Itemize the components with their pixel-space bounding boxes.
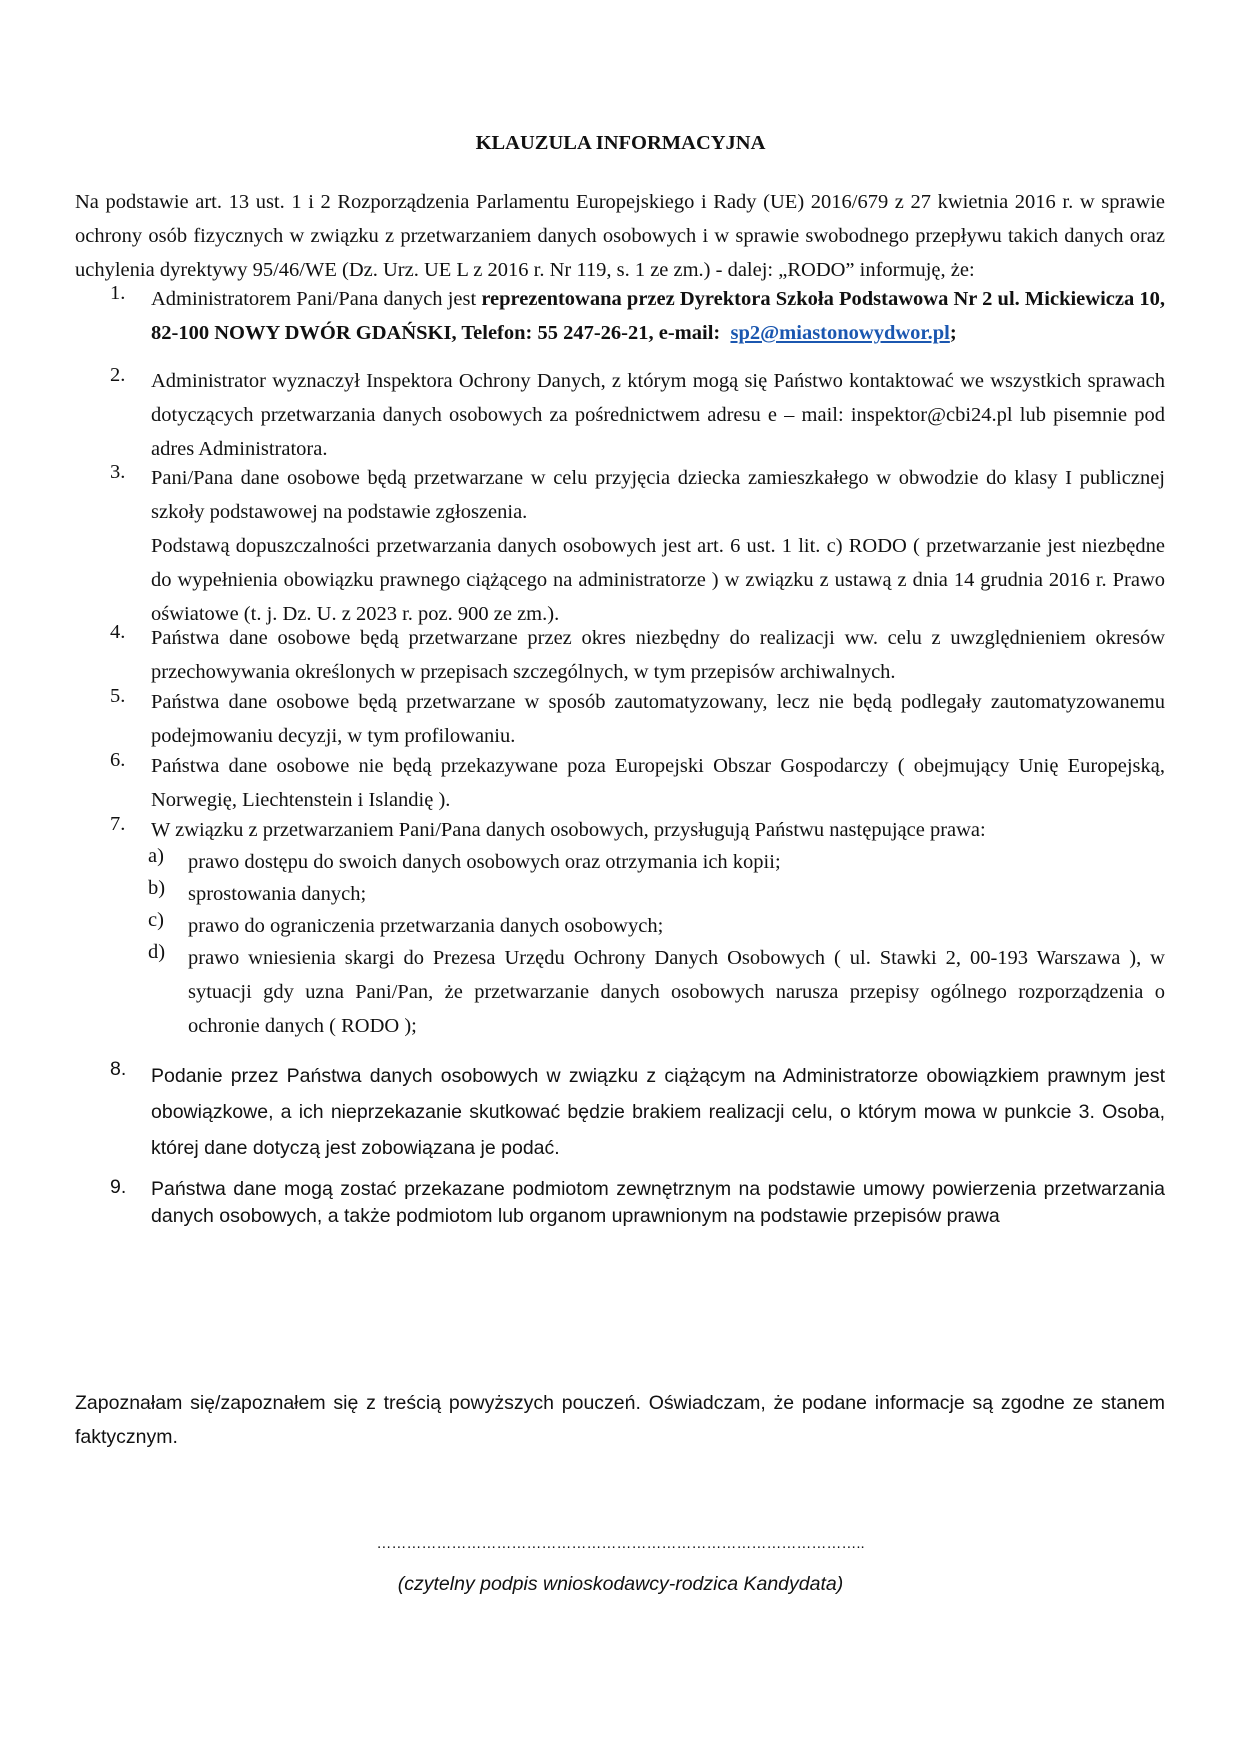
administrator-details: reprezentowana przez Dyrektora Szkoła Podstawowa Nr 2 ul. Mickiewicza 10, 82-100 NOWY DWÓR GDAŃSKI, Telefon: 55 247-26-21, e-mail:	[151, 288, 1165, 344]
list-item-text: Państwa dane osobowe nie będą przekazywane poza Europejski Obszar Gospodarczy ( obejmujący Unię Europejską, Norwegię, Liechtenstein i Islandię ).	[151, 755, 1165, 811]
sub-item-c	[148, 909, 1165, 943]
closing-statement: Zapoznałam się/zapoznałem się z treścią powyższych pouczeń. Oświadczam, że podane informacje są zgodne ze stanem faktycznym.	[75, 1392, 1165, 1448]
intro-paragraph: Na podstawie art. 13 ust. 1 i 2 Rozporządzenia Parlamentu Europejskiego i Rady (UE) 2016/679 z 27 kwietnia 2016 r. w sprawie ochrony osób fizycznych w związku z przetwarzaniem danych osobowych i w sprawie swobodnego przepływu takich danych oraz uchylenia dyrektywy 95/46/WE (Dz. Urz. UE L z 2016 r. Nr 119, s. 1 ze zm.) - dalej: „RODO” informuję, że:	[75, 191, 1165, 281]
sub-item-b	[148, 877, 1165, 911]
list-item-number: 4.	[110, 621, 126, 643]
list-item-text: Państwa dane mogą zostać przekazane podmiotom zewnętrznym na podstawie umowy powierzenia przetwarzania danych osobowych, a także podmiotom lub organom uprawnionym na podstawie przepisów prawa	[151, 1178, 1165, 1227]
list-item-text: Administratorem Pani/Pana danych jest	[151, 288, 482, 310]
list-item-5	[110, 685, 1165, 753]
list-item-text: W związku z przetwarzaniem Pani/Pana danych osobowych, przysługują Państwu następujące prawa:	[151, 819, 986, 841]
list-item-number: 1.	[110, 282, 126, 304]
list-item-text: Państwa dane osobowe będą przetwarzane w sposób zautomatyzowany, lecz nie będą podlegały zautomatyzowanemu podejmowaniu decyzji, w tym profilowaniu.	[151, 691, 1165, 747]
list-item-text: Administrator wyznaczył Inspektora Ochrony Danych, z którym mogą się Państwo kontaktować we wszystkich sprawach dotyczących przetwarzania danych osobowych za pośrednictwem adresu e – mail: inspektor@cbi24.pl lub pisemnie pod adres Administratora.	[151, 370, 1165, 460]
list-item-number: 2.	[110, 364, 126, 386]
list-item-number: 3.	[110, 461, 126, 483]
list-item-number: 5.	[110, 685, 126, 707]
list-item-7	[110, 813, 1165, 847]
sub-item-a	[148, 845, 1165, 879]
signature-line: ……………………………………………………………………………………..	[376, 1535, 865, 1552]
list-item-4	[110, 621, 1165, 689]
sub-item-letter: b)	[148, 877, 166, 899]
list-item-text: Państwa dane osobowe będą przetwarzane przez okres niezbędny do realizacji ww. celu z uwzględnieniem okresów przechowywania określonych w przepisach szczególnych, w tym przepisów archiwalnych.	[151, 627, 1165, 683]
list-item-number: 9.	[110, 1176, 127, 1198]
list-item-suffix: ;	[949, 322, 957, 344]
sub-item-letter: d)	[148, 941, 166, 963]
list-item-9	[110, 1176, 1165, 1230]
sub-item-d	[148, 941, 1165, 1043]
sub-item-text: prawo dostępu do swoich danych osobowych oraz otrzymania ich kopii;	[188, 851, 781, 873]
document-title: KLAUZULA INFORMACYJNA	[475, 132, 766, 154]
email-link[interactable]: sp2@miastonowydwor.pl	[730, 322, 950, 344]
list-item-text: Podanie przez Państwa danych osobowych w związku z ciążącym na Administratorze obowiązkiem prawnym jest obowiązkowe, a ich nieprzekazanie skutkować będzie brakiem realizacji celu, o którym mowa w punkcie 3. Osoba, której dane dotyczą jest zobowiązana je podać.	[151, 1065, 1165, 1159]
list-item-3	[110, 461, 1165, 631]
list-item-8	[110, 1058, 1165, 1166]
list-item-number: 8.	[110, 1058, 127, 1080]
signature-caption: (czytelny podpis wnioskodawcy-rodzica Kandydata)	[397, 1573, 844, 1595]
list-item-number: 6.	[110, 749, 126, 771]
sub-item-text: sprostowania danych;	[188, 883, 367, 905]
sub-item-text: prawo wniesienia skargi do Prezesa Urzędu Ochrony Danych Osobowych ( ul. Stawki 2, 00-193 Warszawa ), w sytuacji gdy uzna Pani/Pan, że przetwarzanie danych osobowych narusza przepisy ogólnego rozporządzenia o ochronie danych ( RODO );	[188, 947, 1165, 1037]
list-item-6	[110, 749, 1165, 817]
sub-item-letter: a)	[148, 845, 164, 867]
list-item-text: Pani/Pana dane osobowe będą przetwarzane w celu przyjęcia dziecka zamieszkałego w obwodzie do klasy I publicznej szkoły podstawowej na podstawie zgłoszenia.	[151, 467, 1165, 523]
sub-item-text: prawo do ograniczenia przetwarzania danych osobowych;	[188, 915, 664, 937]
list-item-2	[110, 364, 1165, 466]
list-item-1	[110, 282, 1165, 350]
sub-item-letter: c)	[148, 909, 164, 931]
list-item-number: 7.	[110, 813, 126, 835]
list-item-text-legal-basis: Podstawą dopuszczalności przetwarzania danych osobowych jest art. 6 ust. 1 lit. c) RODO ( przetwarzanie jest niezbędne do wypełnienia obowiązku prawnego ciążącego na administratorze ) w związku z ustawą z dnia 14 grudnia 2016 r. Prawo oświatowe (t. j. Dz. U. z 2023 r. poz. 900 ze zm.).	[151, 535, 1165, 625]
